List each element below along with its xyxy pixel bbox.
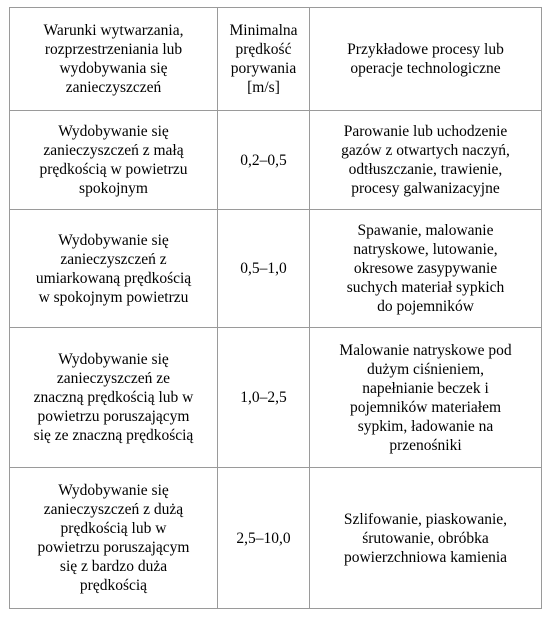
examples-cell: Malowanie natryskowe pod dużym ciśnieniem, napełnianie beczek i pojemników materiałem sypkim, ładowanie na przenośniki bbox=[310, 328, 542, 468]
table-row bbox=[10, 468, 542, 609]
capture-velocity-table bbox=[9, 7, 542, 609]
velocity-cell: 1,0–2,5 bbox=[218, 328, 310, 468]
header-conditions: Warunki wytwarzania, rozprzestrzeniania lub wydobywania się zanieczyszczeń bbox=[10, 8, 218, 111]
table-row bbox=[10, 111, 542, 210]
velocity-cell: 0,5–1,0 bbox=[218, 210, 310, 328]
condition-cell: Wydobywanie się zanieczyszczeń z małą prędkością w powietrzu spokojnym bbox=[10, 111, 218, 210]
velocity-cell: 0,2–0,5 bbox=[218, 111, 310, 210]
table-header-row bbox=[10, 8, 542, 111]
condition-cell: Wydobywanie się zanieczyszczeń z umiarkowaną prędkością w spokojnym powietrzu bbox=[10, 210, 218, 328]
header-example-processes: Przykładowe procesy lub operacje technologiczne bbox=[310, 8, 542, 111]
examples-cell: Parowanie lub uchodzenie gazów z otwartych naczyń, odtłuszczanie, trawienie, procesy galwanizacyjne bbox=[310, 111, 542, 210]
examples-cell: Spawanie, malowanie natryskowe, lutowanie, okresowe zasypywanie suchych materiał sypkich do pojemników bbox=[310, 210, 542, 328]
condition-cell: Wydobywanie się zanieczyszczeń ze znaczną prędkością lub w powietrzu poruszającym się ze znaczną prędkością bbox=[10, 328, 218, 468]
table-row bbox=[10, 328, 542, 468]
examples-cell: Szlifowanie, piaskowanie, śrutowanie, obróbka powierzchniowa kamienia bbox=[310, 468, 542, 609]
velocity-cell: 2,5–10,0 bbox=[218, 468, 310, 609]
table-row bbox=[10, 210, 542, 328]
header-min-velocity: Minimalna prędkość porywania [m/s] bbox=[218, 8, 310, 111]
condition-cell: Wydobywanie się zanieczyszczeń z dużą prędkością lub w powietrzu poruszającym się z bardzo duża prędkością bbox=[10, 468, 218, 609]
